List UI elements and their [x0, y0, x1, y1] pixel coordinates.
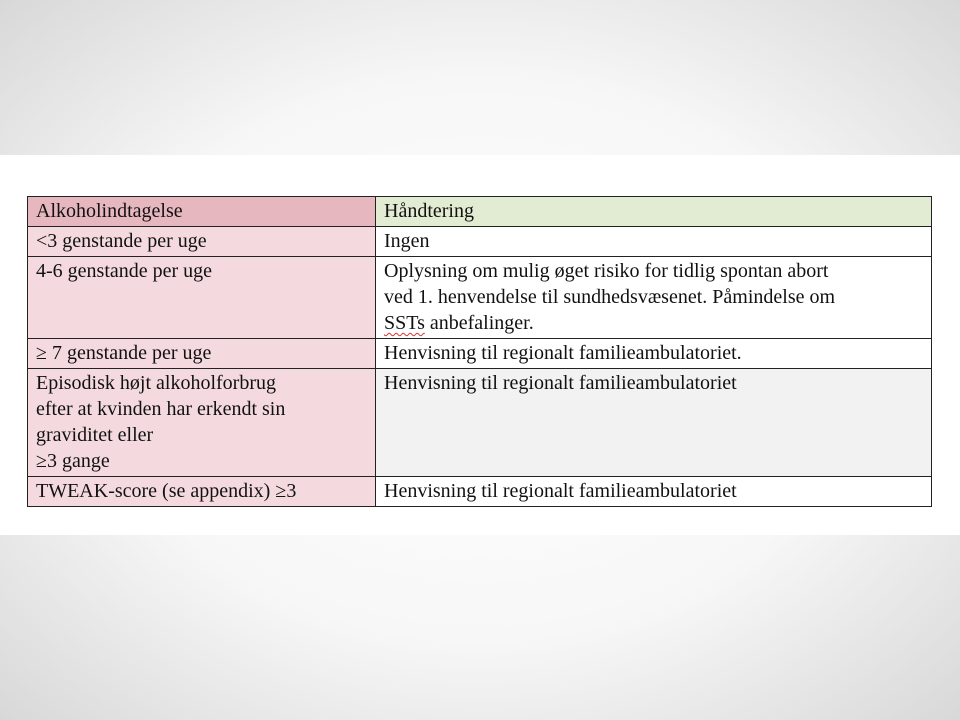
cell-line: Henvisning til regionalt familieambulatoriet	[384, 372, 737, 394]
alcohol-guidance-table	[27, 196, 932, 507]
handling-cell	[376, 257, 932, 339]
cell-line-spellcheck: SSTs anbefalinger.	[384, 312, 534, 334]
table-row	[28, 339, 932, 369]
cell-line: Oplysning om mulig øget risiko for tidlig spontan abort	[384, 260, 829, 282]
intake-cell	[28, 339, 376, 369]
intake-cell	[28, 477, 376, 507]
intake-cell	[28, 369, 376, 477]
cell-line: ≥3 gange	[36, 450, 110, 472]
intake-cell	[28, 227, 376, 257]
cell-line: ved 1. henvendelse til sundhedsvæsenet. Påmindelse om	[384, 286, 836, 308]
cell-line: <3 genstande per uge	[36, 230, 207, 252]
handling-cell	[376, 339, 932, 369]
handling-cell	[376, 477, 932, 507]
cell-line: Henvisning til regionalt familieambulatoriet.	[384, 342, 742, 364]
header-cell-intake: Alkoholindtagelse	[28, 197, 376, 227]
cell-line: graviditet eller	[36, 424, 154, 446]
cell-line: 4-6 genstande per uge	[36, 260, 213, 282]
cell-line: Henvisning til regionalt familieambulatoriet	[384, 480, 737, 502]
header-cell-handling: Håndtering	[376, 197, 932, 227]
table-row	[28, 227, 932, 257]
cell-line: ≥ 7 genstande per uge	[36, 342, 212, 364]
cell-line: Ingen	[384, 230, 430, 252]
table-row	[28, 257, 932, 339]
handling-cell	[376, 227, 932, 257]
cell-line: Episodisk højt alkoholforbrug	[36, 372, 276, 394]
handling-cell	[376, 369, 932, 477]
table-header-row	[28, 197, 932, 227]
intake-cell	[28, 257, 376, 339]
cell-line: TWEAK-score (se appendix) ≥3	[36, 480, 297, 502]
cell-line: efter at kvinden har erkendt sin	[36, 398, 286, 420]
table-row	[28, 369, 932, 477]
spellcheck-word: SSTs	[384, 312, 425, 334]
table-row	[28, 477, 932, 507]
